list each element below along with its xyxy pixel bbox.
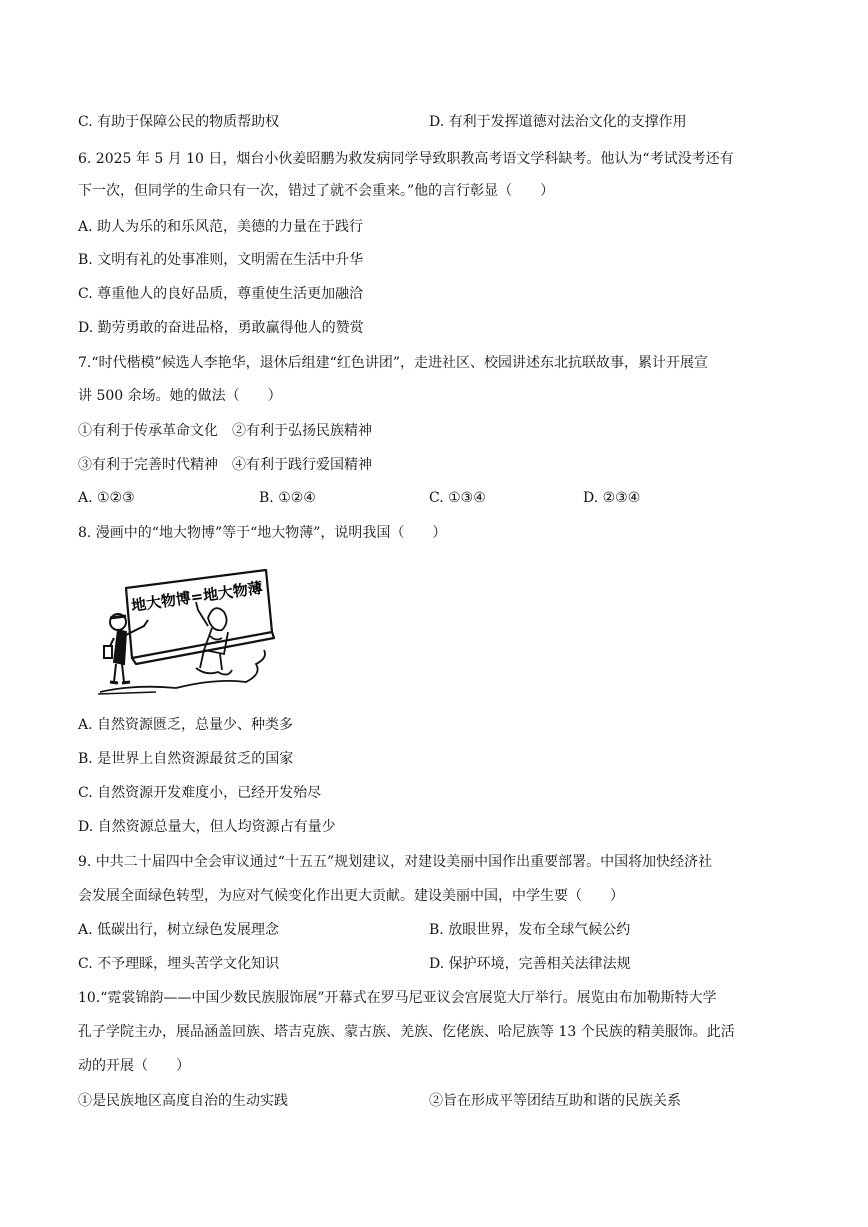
q6-option-d: D. 勤劳勇敢的奋进品格，勇敢赢得他人的赞赏 bbox=[78, 320, 364, 336]
cartoon-girl-figure bbox=[196, 602, 232, 675]
q6-stem-line1: 6. 2025 年 5 月 10 日，烟台小伙姜昭鹏为救发病同学导致职教高考语文学科缺考。他认为“考试没考还有 bbox=[78, 151, 734, 167]
q10-stem-line3: 动的开展（ ） bbox=[78, 1058, 190, 1074]
cartoon-caption: 地大物博=地大物薄 bbox=[130, 578, 264, 615]
q7-statements-3-4: ③有利于完善时代精神 ④有利于践行爱国精神 bbox=[78, 457, 372, 473]
q7-statements-1-2: ①有利于传承革命文化 ②有利于弘扬民族精神 bbox=[78, 423, 372, 439]
q6-option-c: C. 尊重他人的良好品质，尊重使生活更加融洽 bbox=[78, 286, 364, 302]
q9-stem-line1: 9. 中共二十届四中全会审议通过“十五五”规划建议，对建设美丽中国作出重要部署。中国将加快经济社 bbox=[78, 854, 713, 870]
q6-option-a: A. 助人为乐的和乐风范，美德的力量在于践行 bbox=[78, 219, 364, 235]
q8-stem: 8. 漫画中的“地大物博”等于“地大物薄”，说明我国（ ） bbox=[78, 525, 447, 541]
q9-option-b: B. 放眼世界，发布全球气候公约 bbox=[429, 922, 631, 938]
q10-statement-2: ②旨在形成平等团结互助和谐的民族关系 bbox=[429, 1093, 681, 1109]
q9-option-d: D. 保护环境，完善相关法律法规 bbox=[429, 956, 631, 972]
cartoon-man-figure bbox=[104, 614, 148, 683]
q6-option-b: B. 文明有礼的处事准则，文明需在生活中升华 bbox=[78, 252, 364, 268]
q10-statement-1: ①是民族地区高度自治的生动实践 bbox=[78, 1093, 288, 1109]
q7-option-c: C. ①③④ bbox=[429, 490, 486, 506]
q9-option-c: C. 不予理睬，埋头苦学文化知识 bbox=[78, 956, 280, 972]
q5-option-d: D. 有利于发挥道德对法治文化的支撑作用 bbox=[429, 114, 687, 130]
q8-option-c: C. 自然资源开发难度小，已经开发殆尽 bbox=[78, 785, 322, 801]
q6-stem-line2: 下一次，但同学的生命只有一次，错过了就不会重来。”他的言行彰显（ ） bbox=[78, 183, 555, 199]
q8-option-b: B. 是世界上自然资源最贫乏的国家 bbox=[78, 751, 294, 767]
q7-option-b: B. ①②④ bbox=[259, 490, 316, 506]
q8-option-d: D. 自然资源总量大，但人均资源占有量少 bbox=[78, 819, 336, 835]
q9-stem-line2: 会发展全面绿色转型，为应对气候变化作出更大贡献。建设美丽中国，中学生要（ ） bbox=[78, 888, 624, 904]
q7-stem-line1: 7.“时代楷模”候选人李艳华，退休后组建“红色讲团”，走进社区、校园讲述东北抗联故事，累计开展宣 bbox=[78, 355, 708, 371]
q10-stem-line2: 孔子学院主办，展品涵盖回族、塔吉克族、蒙古族、羌族、仡佬族、哈尼族等 13 个民族的精美服饰。此活 bbox=[78, 1024, 735, 1040]
q8-option-a: A. 自然资源匮乏，总量少、种类多 bbox=[78, 717, 294, 733]
q7-option-d: D. ②③④ bbox=[583, 490, 641, 506]
q9-option-a: A. 低碳出行，树立绿色发展理念 bbox=[78, 922, 280, 938]
q8-cartoon bbox=[96, 566, 286, 696]
q5-option-c: C. 有助于保障公民的物质帮助权 bbox=[78, 114, 280, 130]
q7-stem-line2: 讲 500 余场。她的做法（ ） bbox=[78, 388, 282, 404]
q10-stem-line1: 10.“霓裳锦韵——中国少数民族服饰展”开幕式在罗马尼亚议会宫展览大厅举行。展览由布加勒斯特大学 bbox=[78, 990, 717, 1006]
q7-option-a: A. ①②③ bbox=[78, 490, 135, 506]
